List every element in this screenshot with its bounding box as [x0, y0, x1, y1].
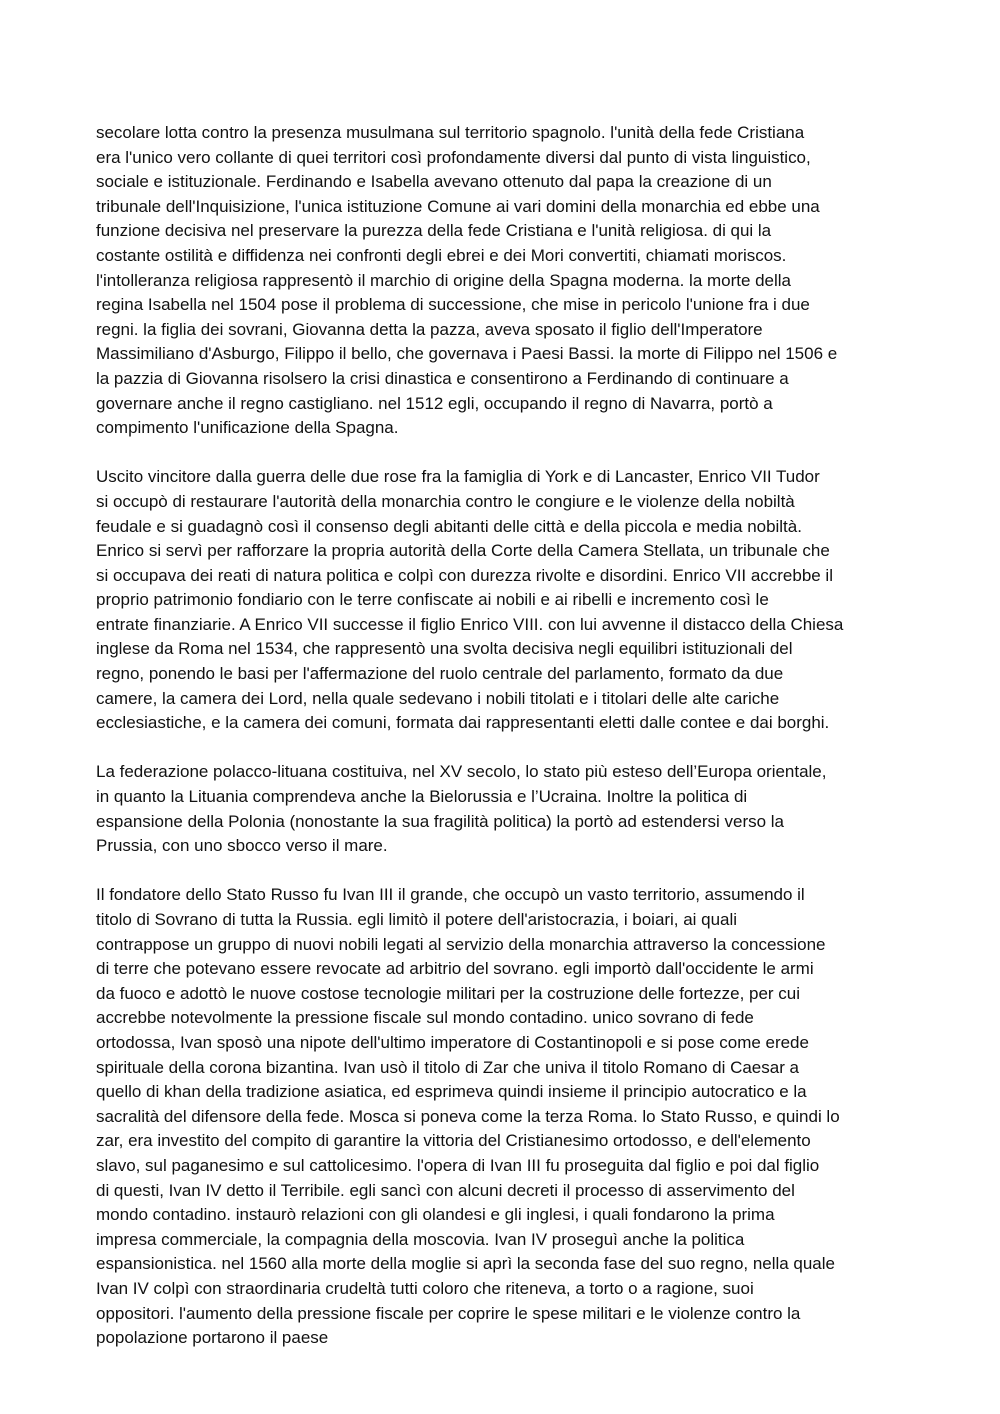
text-line: regni. la figlia dei sovrani, Giovanna detta la pazza, aveva sposato il figlio dell'Imperatore	[96, 319, 763, 339]
text-line: accrebbe notevolmente la pressione fiscale sul mondo contadino. unico sovrano di fede	[96, 1008, 754, 1028]
text-line: costante ostilità e diffidenza nei confronti degli ebrei e dei Mori convertiti, chiamati moriscos.	[96, 245, 787, 265]
text-line: da fuoco e adottò le nuove costose tecnologie militari per la costruzione delle fortezze, per cui	[96, 983, 800, 1003]
text-line: titolo di Sovrano di tutta la Russia. egli limitò il potere dell'aristocrazia, i boiari, ai quali	[96, 910, 738, 929]
text-line: La federazione polacco-lituana costituiva, nel XV secolo, lo stato più esteso dell’Europa orientale,	[96, 762, 827, 782]
text-line: si occupò di restaurare l'autorità della monarchia contro le congiure e le violenze della nobiltà	[96, 491, 795, 511]
text-line: feudale e si guadagnò così il consenso degli abitanti delle città e della piccola e media nobiltà.	[96, 516, 802, 536]
text-line: Massimiliano d'Asburgo, Filippo il bello, che governava i Paesi Bassi. la morte di Filippo nel 1506 e	[96, 344, 838, 364]
text-line: impresa commerciale, la compagnia della moscovia. Ivan IV proseguì anche la politica	[96, 1229, 745, 1249]
text-line: Uscito vincitore dalla guerra delle due rose fra la famiglia di York e di Lancaster, Enrico VII Tudor	[96, 467, 820, 487]
text-line: era l'unico vero collante di quei territori così profondamente diversi dal punto di vista linguistico,	[96, 147, 811, 167]
text-line: la pazzia di Giovanna risolsero la crisi dinastica e consentirono a Ferdinando di continuare a	[96, 368, 789, 388]
paragraph-inghilterra	[96, 465, 906, 736]
text-line: proprio patrimonio fondiario con le terre confiscate ai nobili e ai ribelli e incremento così le	[96, 590, 769, 610]
text-line: compimento l'unificazione della Spagna.	[96, 418, 399, 438]
paragraph-russia	[96, 883, 906, 1350]
text-line: secolare lotta contro la presenza musulmana sul territorio spagnolo. l'unità della fede Cristiana	[96, 123, 805, 142]
text-line: l'intolleranza religiosa rappresentò il marchio di origine della Spagna moderna. la morte della	[96, 270, 791, 290]
text-line: funzione decisiva nel preservare la purezza della fede Cristiana e l'unità religiosa. di qui la	[96, 221, 772, 241]
text-line: espansionistica. nel 1560 alla morte della moglie si aprì la seconda fase del suo regno, nella quale	[96, 1254, 835, 1274]
text-line: in quanto la Lituania comprendeva anche la Bielorussia e l’Ucraina. Inoltre la politica di	[96, 787, 748, 807]
text-line: espansione della Polonia (nonostante la sua fragilità politica) la portò ad estendersi verso la	[96, 811, 784, 831]
paragraph-polonia	[96, 760, 906, 858]
text-line: ortodossa, Ivan sposò una nipote dell'ultimo imperatore di Costantinopoli e si pose come erede	[96, 1032, 809, 1052]
text-line: sacralità del difensore della fede. Mosca si poneva come la terza Roma. lo Stato Russo, e quindi lo	[96, 1106, 840, 1126]
text-line: sociale e istituzionale. Ferdinando e Isabella avevano ottenuto dal papa la creazione di un	[96, 172, 772, 192]
text-line: zar, era investito del compito di garantire la vittoria del Cristianesimo ortodosso, e dell'elemento	[96, 1131, 811, 1151]
text-line: Il fondatore dello Stato Russo fu Ivan III il grande, che occupò un vasto territorio, assumendo il	[96, 885, 805, 905]
text-line: contrappose un gruppo di nuovi nobili legati al servizio della monarchia attraverso la concessione	[96, 934, 826, 954]
text-line: mondo contadino. instaurò relazioni con gli olandesi e gli inglesi, i quali fondarono la prima	[96, 1205, 775, 1225]
text-line: regno, ponendo le basi per l'affermazione del ruolo centrale del parlamento, formato da due	[96, 664, 784, 684]
text-line: tribunale dell'Inquisizione, l'unica istituzione Comune ai vari domini della monarchia ed ebbe una	[96, 196, 820, 216]
text-line: Ivan IV colpì con straordinaria crudeltà tutti coloro che riteneva, a torto o a ragione, suoi	[96, 1278, 754, 1298]
text-line: si occupava dei reati di natura politica e colpì con durezza rivolte e disordini. Enrico VII accrebbe il	[96, 565, 833, 585]
text-line: popolazione portarono il paese	[96, 1328, 329, 1348]
text-line: oppositori. l'aumento della pressione fiscale per coprire le spese militari e le violenze contro la	[96, 1303, 801, 1323]
text-line: Enrico si servì per rafforzare la propria autorità della Corte della Camera Stellata, un tribunale che	[96, 541, 830, 561]
text-line: regina Isabella nel 1504 pose il problema di successione, che mise in pericolo l'unione fra i due	[96, 295, 810, 315]
text-line: ecclesiastiche, e la camera dei comuni, formata dai rappresentanti eletti dalle contee e dai borghi.	[96, 713, 830, 733]
text-line: di questi, Ivan IV detto il Terribile. egli sancì con alcuni decreti il processo di asservimento del	[96, 1180, 795, 1200]
text-line: inglese da Roma nel 1534, che rappresentò una svolta decisiva negli equilibri istituzionali del	[96, 639, 793, 659]
text-line: spirituale della corona bizantina. Ivan usò il titolo di Zar che univa il titolo Romano di Caesar a	[96, 1057, 799, 1077]
text-line: di terre che potevano essere revocate ad arbitrio del sovrano. egli importò dall'occidente le armi	[96, 959, 814, 979]
text-line: governare anche il regno castigliano. nel 1512 egli, occupando il regno di Navarra, portò a	[96, 393, 773, 413]
text-line: entrate finanziarie. A Enrico VII successe il figlio Enrico VIII. con lui avvenne il distacco della Chiesa	[96, 614, 844, 634]
text-line: slavo, sul paganesimo e sul cattolicesimo. l'opera di Ivan III fu proseguita dal figlio e poi dal figlio	[96, 1155, 820, 1175]
paragraph-spagna	[96, 121, 906, 441]
text-line: camere, la camera dei Lord, nella quale sedevano i nobili titolati e i titolari delle alte cariche	[96, 688, 780, 708]
text-line: quello di khan della tradizione asiatica, ed esprimeva quindi insieme il principio autocratico e la	[96, 1082, 807, 1102]
text-line: Prussia, con uno sbocco verso il mare.	[96, 836, 388, 856]
